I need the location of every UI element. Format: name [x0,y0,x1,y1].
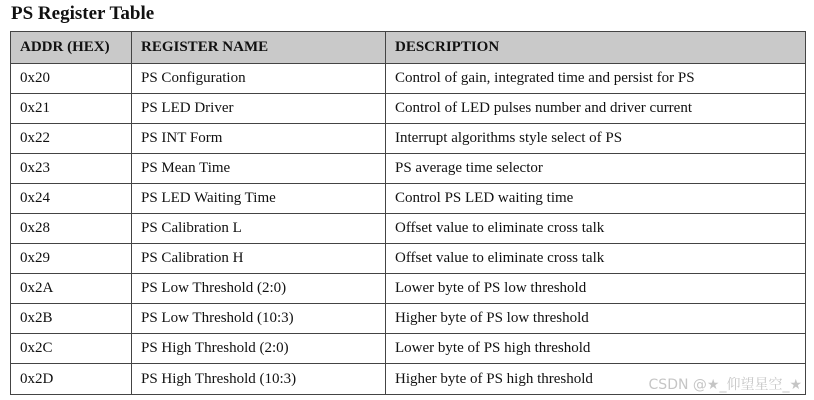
table-row [11,154,806,184]
header-register-name: REGISTER NAME [132,32,386,64]
cell-description: Lower byte of PS high threshold [386,334,806,364]
cell-description: Higher byte of PS low threshold [386,304,806,334]
cell-addr: 0x20 [11,64,132,94]
cell-register-name: PS INT Form [132,124,386,154]
cell-description: Offset value to eliminate cross talk [386,214,806,244]
cell-addr: 0x22 [11,124,132,154]
register-table [10,31,806,395]
cell-register-name: PS LED Waiting Time [132,184,386,214]
cell-addr: 0x2A [11,274,132,304]
cell-addr: 0x28 [11,214,132,244]
cell-addr: 0x21 [11,94,132,124]
cell-addr: 0x2C [11,334,132,364]
header-addr: ADDR (HEX) [11,32,132,64]
cell-description: Lower byte of PS low threshold [386,274,806,304]
cell-register-name: PS Calibration L [132,214,386,244]
table-row [11,94,806,124]
table-title: PS Register Table [11,3,155,24]
table-row [11,274,806,304]
cell-description: Higher byte of PS high threshold [386,364,806,395]
cell-register-name: PS LED Driver [132,94,386,124]
cell-description: Control of gain, integrated time and persist for PS [386,64,806,94]
watermark: CSDN @★_仰望星空_★ [648,377,802,393]
cell-register-name: PS Calibration H [132,244,386,274]
cell-addr: 0x29 [11,244,132,274]
cell-register-name: PS High Threshold (10:3) [132,364,386,395]
table-row [11,124,806,154]
cell-description: Offset value to eliminate cross talk [386,244,806,274]
table-row [11,304,806,334]
cell-addr: 0x2D [11,364,132,395]
table-header-row [11,32,806,64]
cell-register-name: PS Mean Time [132,154,386,184]
cell-register-name: PS Low Threshold (2:0) [132,274,386,304]
cell-addr: 0x24 [11,184,132,214]
cell-register-name: PS High Threshold (2:0) [132,334,386,364]
table-row [11,244,806,274]
cell-description: Control PS LED waiting time [386,184,806,214]
cell-register-name: PS Configuration [132,64,386,94]
cell-description: Interrupt algorithms style select of PS [386,124,806,154]
cell-description: Control of LED pulses number and driver current [386,94,806,124]
cell-addr: 0x23 [11,154,132,184]
header-description: DESCRIPTION [386,32,806,64]
cell-register-name: PS Low Threshold (10:3) [132,304,386,334]
table-row [11,64,806,94]
table-row [11,184,806,214]
cell-description: PS average time selector [386,154,806,184]
cell-addr: 0x2B [11,304,132,334]
table-row [11,214,806,244]
table-row [11,334,806,364]
